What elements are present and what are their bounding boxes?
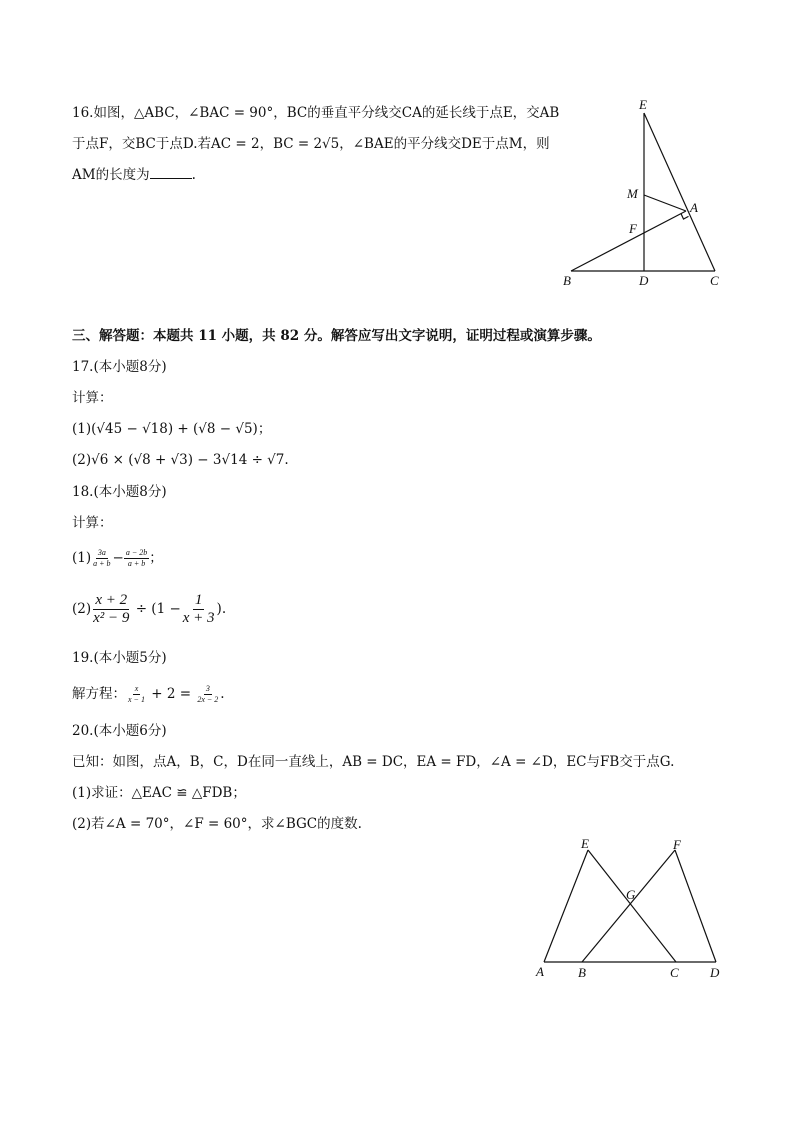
q16-line3-suffix: .: [191, 167, 196, 183]
q17-intro: 计算：: [72, 390, 113, 406]
fraction: [181, 593, 217, 626]
line-ma: [644, 195, 686, 211]
q20-head: 20.(本小题6分): [72, 723, 167, 739]
label-e: E: [581, 836, 589, 851]
fraction: [195, 685, 220, 704]
label-f: F: [673, 837, 681, 852]
figure-triangle-abc: [555, 95, 735, 295]
fraction-denominator: x + 3: [182, 610, 215, 626]
q19-mid: + 2 =: [151, 686, 192, 702]
fraction-numerator: 3a: [97, 548, 106, 557]
label-g: G: [626, 887, 636, 902]
minus-sign: −: [112, 550, 124, 566]
line-ec: [588, 850, 676, 962]
q16-line3: [72, 166, 196, 184]
q19-prefix: 解方程：: [72, 686, 126, 702]
label-c: C: [710, 273, 719, 288]
fraction-numerator: 1: [194, 592, 203, 608]
q16-line1: 16.如图，△ABC，∠BAC = 90°，BC的垂直平分线交CA的延长线于点E，交AB: [72, 105, 560, 121]
label-b: B: [578, 965, 586, 980]
label-d: D: [639, 273, 649, 288]
q20-part1: (1)求证：△EAC ≌ △FDB；: [72, 785, 246, 801]
q18-part1-label: (1): [72, 550, 92, 566]
answer-blank: [150, 166, 192, 179]
label-c: C: [670, 965, 679, 980]
line-fb: [582, 850, 675, 962]
label-b: B: [563, 273, 571, 288]
label-e: E: [639, 97, 647, 112]
q19-head: 19.(本小题5分): [72, 650, 167, 666]
q16-line2: 于点F，交BC于点D.若AC = 2，BC = 2√5，∠BAE的平分线交DE于点M，则: [72, 136, 550, 152]
label-a: A: [536, 964, 544, 979]
q18-head: 18.(本小题8分): [72, 484, 167, 500]
q18-part2-mid: ÷ (1 −: [135, 601, 181, 617]
fraction: [91, 593, 131, 626]
q18-intro: 计算：: [72, 515, 113, 531]
label-m: M: [627, 186, 638, 201]
q17-part2: (2)√6 × (√8 + √3) − 3√14 ÷ √7.: [72, 452, 289, 468]
q18-part2-end: ).: [216, 601, 227, 617]
q18-part2: [72, 589, 226, 629]
q18-part1: [72, 545, 163, 571]
line-df: [675, 850, 716, 962]
right-angle-mark: [681, 214, 689, 219]
line-ec: [644, 113, 715, 271]
q19-equation: [72, 681, 225, 707]
fraction-denominator: x² − 9: [93, 610, 130, 626]
fraction-denominator: a + b: [93, 559, 111, 568]
line-ae: [544, 850, 588, 962]
label-f: F: [629, 221, 637, 236]
fraction-numerator: a − 2b: [125, 548, 148, 557]
fraction-numerator: x + 2: [95, 592, 128, 608]
q17-part1: (1)(√45 − √18) + (√8 − √5)；: [72, 421, 272, 437]
label-a: A: [690, 200, 698, 215]
fraction-denominator: x − 1: [128, 695, 145, 704]
q16-line3-prefix: AM的长度为: [72, 167, 150, 183]
q19-end: .: [220, 686, 225, 702]
line-ba: [571, 211, 686, 271]
fraction: [124, 549, 149, 568]
figure-two-triangles: [530, 832, 730, 987]
fraction-denominator: 2x − 2: [197, 695, 219, 704]
fraction-numerator: 3: [205, 684, 210, 693]
fraction-numerator: x: [134, 684, 139, 693]
section-3-title: 三、解答题：本题共 11 小题，共 82 分。解答应写出文字说明，证明过程或演算步骤。: [72, 328, 601, 344]
q17-head: 17.(本小题8分): [72, 359, 167, 375]
q18-part1-end: ；: [149, 550, 163, 566]
q20-given: 已知：如图，点A，B，C，D在同一直线上，AB = DC，EA = FD，∠A = ∠D，EC与FB交于点G.: [72, 754, 675, 770]
fraction-denominator: a + b: [127, 559, 146, 568]
q18-part2-label: (2): [72, 601, 92, 617]
fraction: [91, 549, 112, 568]
q20-part2: (2)若∠A = 70°，∠F = 60°，求∠BGC的度数.: [72, 816, 362, 832]
fraction: [126, 685, 147, 704]
label-d: D: [710, 965, 720, 980]
